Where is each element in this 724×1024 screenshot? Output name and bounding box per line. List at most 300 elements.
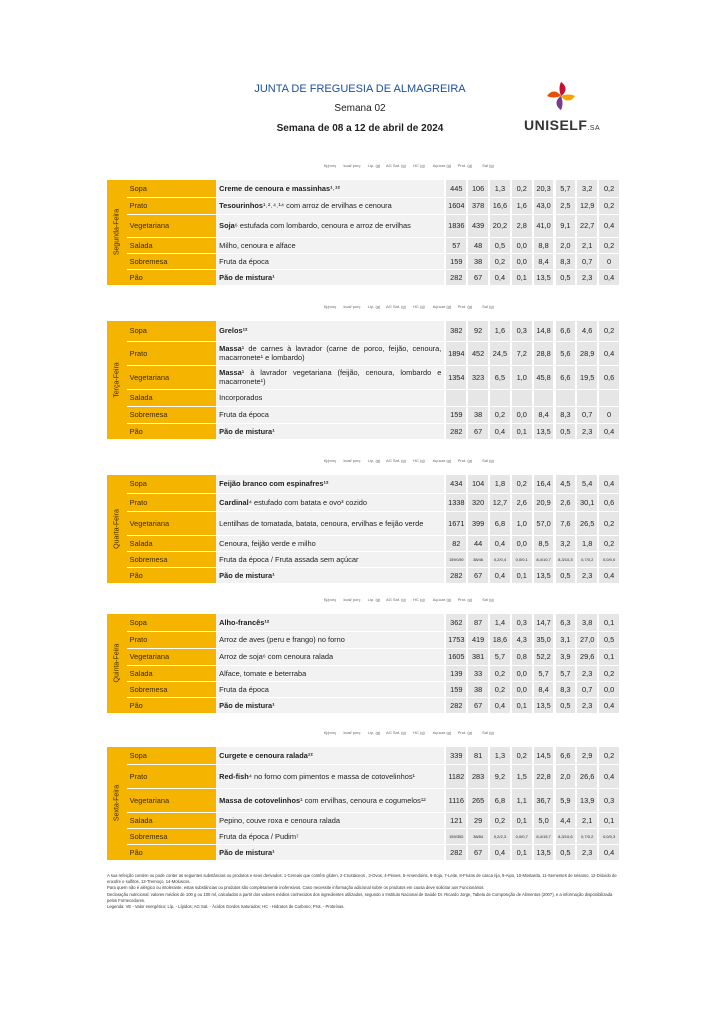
column-header: Açúcar (g) (432, 304, 452, 309)
day-name-label: Quarta-Feira (113, 508, 121, 549)
day-name (107, 614, 127, 713)
column-header: Kj/porç (323, 304, 337, 309)
nutrient-value: 0,1 (599, 648, 619, 665)
nutrient-value: 0,2 (490, 812, 510, 828)
day-menu-table (107, 475, 619, 584)
footer-info: Para quem não é alérgico ou intolerante, estas substâncias ou produtos são completamente inofensivos. Caso necessite informação adicional sobre os produtos em causa deve solicitar aos Funcionários. (107, 885, 485, 891)
column-header: Líp. (g) (367, 304, 381, 309)
nutrient-value: 6,6 (556, 747, 576, 764)
table-row (107, 389, 619, 406)
nutrient-value: 104 (468, 475, 488, 493)
nutrient-value: 2,3 (577, 665, 597, 681)
nutrient-value: 3,1 (556, 631, 576, 648)
day-name (107, 747, 127, 860)
footer-notes (107, 873, 619, 910)
nutrient-value: 0,5 (490, 237, 510, 253)
nutrient-value: 139 (446, 665, 466, 681)
nutrient-value: 452 (468, 341, 488, 365)
day-block (107, 475, 619, 584)
nutrient-value: 4,5 (556, 475, 576, 493)
category-label: Sobremesa (127, 551, 217, 567)
dish-text: Pepino, couve roxa e cenoura ralada (219, 815, 340, 825)
dish-text: Fruta da época (219, 256, 269, 266)
nutrient-value: 0,2 (512, 475, 532, 493)
dish-text: Massa de cotovelinhos¹ com ervilhas, cenoura e cogumelos¹² (219, 795, 426, 805)
table-row (107, 341, 619, 365)
nutrient-value: 5,7 (556, 665, 576, 681)
dish-cell (216, 214, 444, 237)
nutrient-value: 13,5 (534, 423, 554, 439)
nutrient-value: 67 (468, 697, 488, 713)
nutrient-value: 0,5 (556, 844, 576, 860)
nutrient-value: 282 (446, 269, 466, 285)
nutrient-value: 30,1 (577, 493, 597, 511)
dish-cell (216, 648, 444, 665)
nutrient-value: 0,1 (512, 697, 532, 713)
nutrient-value: 82 (446, 535, 466, 551)
nutrient-value: 16,4 (534, 475, 554, 493)
nutrient-value: 2,9 (577, 747, 597, 764)
nutrient-value: 0,3 (512, 614, 532, 631)
nutrient-value: 2,5 (556, 197, 576, 214)
column-headers (107, 304, 619, 318)
nutrient-value: 0,4 (490, 844, 510, 860)
dish-cell (216, 321, 444, 341)
nutrient-value: 26,6 (577, 764, 597, 788)
nutrient-value: 5,7 (490, 648, 510, 665)
nutrient-value: 0,3 (512, 321, 532, 341)
nutrient-value: 48 (468, 237, 488, 253)
nutrient-value: 0,2 (599, 747, 619, 764)
nutrient-value: 1,0 (512, 511, 532, 535)
column-header: Kj/porç (323, 597, 337, 602)
column-header: Prot. (g) (457, 458, 473, 463)
nutrient-value: 3,8 (577, 614, 597, 631)
nutrient-value: 1836 (446, 214, 466, 237)
nutrient-value: 8,4/10,7 (534, 551, 554, 567)
nutrient-value: 0,2 (599, 665, 619, 681)
day-menu-table (107, 180, 619, 286)
nutrient-value (534, 389, 554, 406)
nutrient-value: 1753 (446, 631, 466, 648)
nutrient-value: 0,4 (599, 423, 619, 439)
column-headers (107, 730, 619, 744)
nutrient-value: 3,9 (556, 648, 576, 665)
nutrient-value: 13,5 (534, 567, 554, 583)
nutrient-value: 26,5 (577, 511, 597, 535)
nutrient-value: 67 (468, 423, 488, 439)
day-name (107, 321, 127, 439)
column-header: AG Sat. (g) (385, 304, 406, 309)
nutrient-value: 6,8 (490, 511, 510, 535)
nutrient-value: 1605 (446, 648, 466, 665)
nutrient-value: 0,3 (599, 788, 619, 812)
nutrient-value: 35,0 (534, 631, 554, 648)
column-header: AG Sat. (g) (385, 163, 406, 168)
nutrient-value: 1,8 (577, 535, 597, 551)
dish-text: Feijão branco com espinafres¹² (219, 479, 329, 489)
dish-cell (216, 812, 444, 828)
column-header: Sal (g) (482, 597, 494, 602)
table-row (107, 365, 619, 389)
nutrient-value: 419 (468, 631, 488, 648)
column-header: Kj/porç (323, 458, 337, 463)
nutrient-value: 67 (468, 269, 488, 285)
nutrient-value: 0,2 (490, 406, 510, 423)
nutrient-value: 106 (468, 180, 488, 197)
table-row (107, 253, 619, 269)
nutrient-value: 0,7/0,2 (577, 828, 597, 844)
dish-cell (216, 614, 444, 631)
nutrient-value: 2,0 (556, 237, 576, 253)
column-headers (107, 163, 619, 177)
nutrient-value: 52,2 (534, 648, 554, 665)
dish-text: Fruta da época / Fruta assada sem açúcar (219, 554, 359, 564)
nutrient-value (556, 389, 576, 406)
nutrient-value: 14,8 (534, 321, 554, 341)
column-header: Açúcar (g) (432, 730, 452, 735)
nutrient-value: 445 (446, 180, 466, 197)
table-row (107, 321, 619, 341)
nutrient-value: 92 (468, 321, 488, 341)
dish-text: Fruta da época (219, 410, 269, 419)
category-label: Salada (127, 812, 217, 828)
nutrient-value: 1671 (446, 511, 466, 535)
nutrient-value: 0,2 (599, 511, 619, 535)
dish-text: Massa¹ à lavrador vegetariana (feijão, cenoura, lombardo e macarronete¹) (219, 368, 442, 386)
column-header: Prot. (g) (457, 163, 473, 168)
dish-text: Cardinal⁴ estufado com batata e ovo³ cozido (219, 497, 367, 507)
footer-allergens: A sua refeição contém ou pode conter as seguintes substâncias ou produtos e seus derivados: 1-Cereais que contêm glúten, 2-Crustáceos , 3-Ovos, 4-Peixes, 5-Amendoins, 6-Soja, 7-Leite, 8-Frutos de casca rija, 9-Aipo, 10-Mostarda, 11-Sementes de sésamo, 12-Dióxido de enxofre e sulfitos, 13-Tremoço, 14-Moluscos. (107, 873, 617, 885)
nutrient-value: 1,0 (512, 365, 532, 389)
table-row (107, 788, 619, 812)
nutrient-value: 0,5 (599, 631, 619, 648)
org-title: JUNTA DE FREGUESIA DE ALMAGREIRA (254, 83, 466, 95)
nutrient-value: 3,2 (577, 180, 597, 197)
nutrient-value: 19,5 (577, 365, 597, 389)
nutrient-value: 2,6 (512, 493, 532, 511)
category-label: Prato (127, 341, 217, 365)
nutrient-value: 0,1 (512, 269, 532, 285)
nutrient-value: 7,2 (512, 341, 532, 365)
nutrient-value: 0,8 (512, 648, 532, 665)
nutrient-value: 0,4 (599, 475, 619, 493)
day-block (107, 180, 619, 286)
dish-cell (216, 511, 444, 535)
table-row (107, 648, 619, 665)
column-header: HC (g) (413, 597, 425, 602)
nutrient-value: 2,3 (577, 269, 597, 285)
nutrient-value: 1354 (446, 365, 466, 389)
nutrient-value: 22,7 (577, 214, 597, 237)
nutrient-value: 0,0 (512, 237, 532, 253)
dish-cell (216, 828, 444, 844)
dish-cell (216, 764, 444, 788)
column-header: HC (g) (413, 458, 425, 463)
nutrient-value: 1,3 (490, 180, 510, 197)
dish-text: Fruta da época (219, 684, 269, 694)
dish-text: Fruta da época / Pudim⁷ (219, 831, 299, 841)
nutrient-value: 57,0 (534, 511, 554, 535)
nutrient-value: 2,0 (556, 764, 576, 788)
table-row (107, 423, 619, 439)
nutrient-value: 29 (468, 812, 488, 828)
column-header: Prot. (g) (457, 730, 473, 735)
nutrient-value: 18,6 (490, 631, 510, 648)
nutrient-value: 0,0/0,0 (599, 551, 619, 567)
nutrient-value: 0,5 (556, 567, 576, 583)
day-name-label: Quinta-Feira (113, 643, 121, 683)
nutrient-value: 45,8 (534, 365, 554, 389)
category-label: Prato (127, 493, 217, 511)
dish-text: Soja⁶ estufada com lombardo, cenoura e arroz de ervilhas (219, 221, 411, 230)
dish-text: Pão de mistura¹ (219, 570, 275, 580)
nutrient-value: 38 (468, 681, 488, 697)
column-header: AG Sat. (g) (385, 730, 406, 735)
nutrient-value (468, 389, 488, 406)
nutrient-value: 0,0/0,7 (512, 828, 532, 844)
nutrient-value: 16,6 (490, 197, 510, 214)
brand-name: UNISELF.SA (524, 117, 601, 133)
column-header: AG Sat. (g) (385, 597, 406, 602)
nutrient-value: 362 (446, 614, 466, 631)
nutrient-value: 1,8 (490, 475, 510, 493)
table-row (107, 493, 619, 511)
nutrient-value: 2,3 (577, 567, 597, 583)
nutrient-value: 8,3/10,3 (556, 551, 576, 567)
nutrient-value: 43,0 (534, 197, 554, 214)
table-row (107, 747, 619, 764)
dish-text: Pão de mistura¹ (219, 426, 275, 436)
nutrient-value: 6,6 (556, 365, 576, 389)
nutrient-value: 87 (468, 614, 488, 631)
day-name-label: Sexta-Feira (113, 785, 121, 822)
nutrient-value: 28,9 (577, 341, 597, 365)
column-header: Açúcar (g) (432, 458, 452, 463)
category-label: Sopa (127, 747, 217, 764)
day-menu-table (107, 321, 619, 440)
nutrient-value: 0,0 (512, 535, 532, 551)
category-label: Prato (127, 631, 217, 648)
dish-text: Pão de mistura¹ (219, 847, 275, 857)
nutrient-value: 1116 (446, 788, 466, 812)
category-label: Vegetariana (127, 788, 217, 812)
day-name-label: Segunda-Feira (113, 209, 121, 256)
column-header: Açúcar (g) (432, 597, 452, 602)
table-row (107, 214, 619, 237)
category-label: Salada (127, 535, 217, 551)
nutrient-value (577, 389, 597, 406)
column-header: kcal/ porç (343, 304, 361, 309)
column-header: Prot. (g) (457, 304, 473, 309)
nutrient-value: 13,9 (577, 788, 597, 812)
dish-cell (216, 406, 444, 423)
nutrient-value: 38/46 (468, 551, 488, 567)
nutrient-value: 14,5 (534, 747, 554, 764)
column-header: Sal (g) (482, 730, 494, 735)
column-header: kcal/ porç (343, 163, 361, 168)
nutrient-value: 8,3 (556, 681, 576, 697)
dish-cell (216, 681, 444, 697)
nutrient-value: 0,0 (512, 681, 532, 697)
dish-cell (216, 389, 444, 406)
footer-declaration: Declaração nutricional: valores médios de 100 g ou 100 ml, calculados a partir dos valores médios conhecidos dos ingredientes utilizados, segundo o Instituto Nacional de Saúde Dr. Ricardo Jorge, Tabela de Composição de Alimentos (2007), e a informação disponibilizada pelos Fornecedores. (107, 891, 613, 903)
nutrient-value: 0,1 (512, 844, 532, 860)
nutrient-value: 8,5 (534, 535, 554, 551)
dish-text: Arroz de aves (peru e frango) no forno (219, 635, 345, 644)
column-header: Líp. (g) (367, 163, 381, 168)
dish-cell (216, 493, 444, 511)
nutrient-value: 13,5 (534, 697, 554, 713)
dish-text: Pão de mistura¹ (219, 700, 275, 710)
nutrient-value: 24,5 (490, 341, 510, 365)
column-header: Kj/porç (323, 163, 337, 168)
nutrient-value: 5,0 (534, 812, 554, 828)
nutrient-value: 0,4 (599, 567, 619, 583)
dish-text: Grelos¹² (219, 326, 248, 336)
nutrient-value: 36,7 (534, 788, 554, 812)
table-row (107, 269, 619, 285)
nutrient-value: 2,3 (577, 423, 597, 439)
nutrient-value: 434 (446, 475, 466, 493)
dish-text: Massa¹ de carnes à lavrador (carne de porco, feijão, cenoura, macarronete¹ e lombardo) (219, 344, 442, 362)
column-header: kcal/ porç (343, 730, 361, 735)
nutrient-value: 20,3 (534, 180, 554, 197)
nutrient-value: 282 (446, 697, 466, 713)
day-name-label: Terça-Feira (113, 362, 121, 398)
dish-cell (216, 788, 444, 812)
nutrient-value: 323 (468, 365, 488, 389)
nutrient-value: 399 (468, 511, 488, 535)
column-header: kcal/ porç (343, 597, 361, 602)
nutrient-value: 159 (446, 681, 466, 697)
dish-cell (216, 269, 444, 285)
nutrient-value: 67 (468, 844, 488, 860)
dish-cell (216, 535, 444, 551)
nutrient-value: 439 (468, 214, 488, 237)
category-label: Vegetariana (127, 365, 217, 389)
category-label: Pão (127, 844, 217, 860)
nutrient-value: 33 (468, 665, 488, 681)
dish-cell (216, 475, 444, 493)
nutrient-value: 29,6 (577, 648, 597, 665)
nutrient-value: 0,2 (512, 747, 532, 764)
nutrient-value: 3,2 (556, 535, 576, 551)
nutrient-value: 282 (446, 423, 466, 439)
nutrient-value: 0,4 (490, 567, 510, 583)
column-header: Líp. (g) (367, 730, 381, 735)
nutrient-value: 0,2 (599, 197, 619, 214)
column-header: Sal (g) (482, 304, 494, 309)
nutrient-value: 0,4 (599, 697, 619, 713)
nutrient-value: 282 (446, 844, 466, 860)
category-label: Vegetariana (127, 214, 217, 237)
nutrient-value: 1,4 (490, 614, 510, 631)
table-row (107, 614, 619, 631)
nutrient-value: 5,7 (534, 665, 554, 681)
dish-cell (216, 697, 444, 713)
table-row (107, 511, 619, 535)
dish-cell (216, 237, 444, 253)
nutrient-value: 0,1 (512, 567, 532, 583)
category-label: Pão (127, 269, 217, 285)
category-label: Salada (127, 665, 217, 681)
nutrient-value: 0,0/0,3 (599, 828, 619, 844)
nutrient-value: 4,3 (512, 631, 532, 648)
nutrient-value: 8,8 (534, 237, 554, 253)
nutrient-value: 8,3/10,6 (556, 828, 576, 844)
nutrient-value: 0,2 (599, 180, 619, 197)
nutrient-value: 0,2 (490, 665, 510, 681)
column-header: Sal (g) (482, 458, 494, 463)
nutrient-value: 6,6 (556, 321, 576, 341)
nutrient-value: 2,1 (577, 237, 597, 253)
nutrient-value: 12,7 (490, 493, 510, 511)
dish-text: Red-fish⁴ no forno com pimentos e massa de cotovelinhos¹ (219, 771, 415, 781)
column-header: Líp. (g) (367, 597, 381, 602)
nutrient-value: 283 (468, 764, 488, 788)
nutrient-value: 320 (468, 493, 488, 511)
nutrient-value (490, 389, 510, 406)
nutrient-value: 0,0 (512, 665, 532, 681)
nutrient-value: 2,6 (556, 493, 576, 511)
nutrient-value: 38 (468, 406, 488, 423)
nutrient-value: 265 (468, 788, 488, 812)
nutrient-value: 6,3 (556, 614, 576, 631)
nutrient-value: 2,1 (577, 812, 597, 828)
dish-cell (216, 423, 444, 439)
week-title: Semana 02 (334, 103, 386, 114)
nutrient-value: 0,5 (556, 697, 576, 713)
dish-text: Arroz de soja⁶ com cenoura ralada (219, 652, 334, 661)
nutrient-value: 159/190 (446, 551, 466, 567)
nutrient-value: 2,8 (512, 214, 532, 237)
category-label: Vegetariana (127, 648, 217, 665)
nutrient-value: 0,5 (556, 423, 576, 439)
nutrient-value: 382 (446, 321, 466, 341)
nutrient-value: 0,6 (599, 493, 619, 511)
nutrient-value: 1,6 (512, 197, 532, 214)
nutrient-value: 159 (446, 406, 466, 423)
column-header: HC (g) (413, 304, 425, 309)
dish-cell (216, 365, 444, 389)
table-row (107, 535, 619, 551)
dish-cell (216, 551, 444, 567)
nutrient-value: 1894 (446, 341, 466, 365)
table-row (107, 237, 619, 253)
nutrient-value: 20,2 (490, 214, 510, 237)
nutrient-value: 0,4 (599, 341, 619, 365)
table-row (107, 197, 619, 214)
category-label: Salada (127, 237, 217, 253)
nutrient-value: 12,9 (577, 197, 597, 214)
column-header: Kj/porç (323, 730, 337, 735)
nutrient-value: 1,1 (512, 788, 532, 812)
table-row (107, 812, 619, 828)
nutrient-value: 9,2 (490, 764, 510, 788)
nutrient-value: 0,4 (490, 269, 510, 285)
dish-text: Alho-francês¹² (219, 617, 270, 627)
category-label: Pão (127, 697, 217, 713)
nutrient-value: 381 (468, 648, 488, 665)
nutrient-value: 20,9 (534, 493, 554, 511)
nutrient-value: 0,2 (599, 237, 619, 253)
nutrient-value: 0,4 (490, 423, 510, 439)
nutrient-value: 0,1 (512, 812, 532, 828)
nutrient-value: 0,4 (490, 697, 510, 713)
nutrient-value: 0,4 (599, 764, 619, 788)
nutrient-value: 0,2 (512, 180, 532, 197)
